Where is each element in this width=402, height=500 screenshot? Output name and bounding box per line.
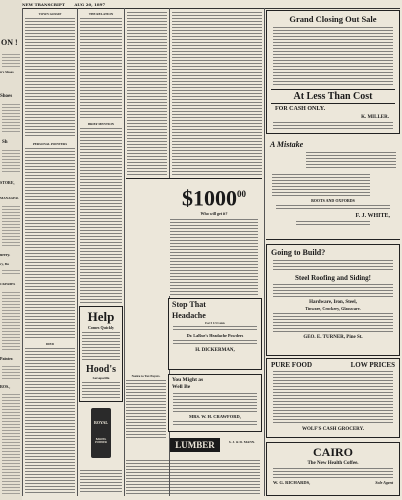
left-fragment-6: urery. xyxy=(0,252,11,257)
reward-sub: Who will get it? xyxy=(200,211,228,217)
agent-label: Sole Agent xyxy=(375,480,393,485)
mistake-heading: A Mistake xyxy=(270,140,304,149)
mistake-ad xyxy=(266,138,400,240)
lumber-sub: S. J. & D. MANN. xyxy=(228,440,256,444)
turner-name: GEO. E. TURNER, Pine St. xyxy=(303,335,363,340)
baking-powder-label: BAKING POWDER xyxy=(95,438,107,444)
crawford-name: MRS. W. H. CRAWFORD, xyxy=(189,414,241,419)
closing-sale-ad xyxy=(266,10,400,134)
left-fragment-8: CKERIES xyxy=(0,282,16,286)
col2-headline: TOWN GOSSIP xyxy=(38,12,62,16)
miller-name: K. MILLER. xyxy=(361,115,389,120)
help-heading: Help xyxy=(87,309,115,324)
turner-ad xyxy=(266,244,400,356)
boots-heading: BOOTS AND OXFORDS xyxy=(311,198,355,203)
hardware-line: Hardware, Iron, Steel, xyxy=(309,300,357,305)
ads-column xyxy=(266,0,400,500)
news-column-4b xyxy=(131,0,263,500)
lumber-heading: LUMBER xyxy=(170,438,220,452)
cairo-ad xyxy=(266,442,400,496)
cairo-heading: CAIRO xyxy=(312,445,353,459)
low-prices-heading: LOW PRICES xyxy=(350,361,395,369)
col2-heading2: PERSONAL POINTERS xyxy=(32,142,68,146)
royal-baking-ad xyxy=(83,406,119,466)
reward-ad xyxy=(126,178,262,296)
reward-amount: $1000$^{00}$ xyxy=(182,185,246,211)
left-fragment-0: ON ! xyxy=(1,38,18,47)
lafrue-powders: Dr. LaRue's Headache Powders xyxy=(186,333,244,338)
masthead-title: NEW TRANSCRIPT xyxy=(22,2,65,7)
left-fragment-4: STORE, xyxy=(0,180,15,185)
left-fragment-3: Sh xyxy=(2,140,8,145)
tinware-line: Tinware, Crockery, Glassware. xyxy=(305,306,361,311)
royal-label: ROYAL xyxy=(93,420,109,425)
masthead-date: AUG 20, 1897 xyxy=(74,2,106,7)
news-column-3 xyxy=(79,0,123,500)
stop-that: Stop That xyxy=(172,300,206,309)
white-name: F. J. WHITE, xyxy=(355,213,390,219)
comes-quickly: Comes Quickly xyxy=(87,325,115,330)
col3-heading2: BRIEF MENTION xyxy=(87,122,114,126)
hoods-ad xyxy=(79,306,123,402)
headache-price: For 5 1/3 Cents xyxy=(205,321,225,325)
left-fragment-7: ry, Bu xyxy=(0,262,9,266)
headache-heading: Headache xyxy=(172,311,206,320)
tax-notice xyxy=(126,374,166,444)
left-strip xyxy=(0,0,22,500)
cash-only: FOR CASH ONLY. xyxy=(275,106,326,112)
hoods-heading: Hood's xyxy=(85,364,116,375)
crawford-ad xyxy=(168,374,262,432)
left-fragment-1: n's Shoes xyxy=(0,70,14,74)
pure-food-heading: PURE FOOD xyxy=(271,361,313,369)
at-less-heading: At Less Than Cost xyxy=(271,89,395,104)
hoods-sub: Sarsaparilla xyxy=(92,376,110,380)
lumber-ad xyxy=(168,436,262,458)
headache-ad xyxy=(168,298,262,370)
richards-name: W. G. RICHARDS, xyxy=(273,480,311,485)
news-column-2 xyxy=(24,0,76,500)
closing-heading: Grand Closing Out Sale xyxy=(289,14,377,24)
steel-heading: Steel Roofing and Siding! xyxy=(294,274,372,282)
going-heading: Going to Build? xyxy=(271,248,326,257)
dickerman-name: H. DICKERMAN, xyxy=(195,348,235,353)
col2-heading3: DIED xyxy=(46,342,54,346)
tax-notice-heading: Notice to Tax Payers. xyxy=(131,374,161,378)
might-heading: You Might as Well Be xyxy=(172,377,204,390)
col3-headline: THE RELATION xyxy=(88,12,114,16)
left-fragment-2: Shoes xyxy=(0,94,13,99)
left-fragment-5: MANAGER. xyxy=(0,196,19,200)
left-fragment-10: ROS., xyxy=(0,384,11,389)
health-line: The New Health Coffee. xyxy=(307,461,359,466)
left-fragment-9: Painter. xyxy=(0,356,14,361)
wolf-grocery-ad xyxy=(266,358,400,438)
wolf-name: WOLF'S CASH GROCERY. xyxy=(301,427,364,432)
